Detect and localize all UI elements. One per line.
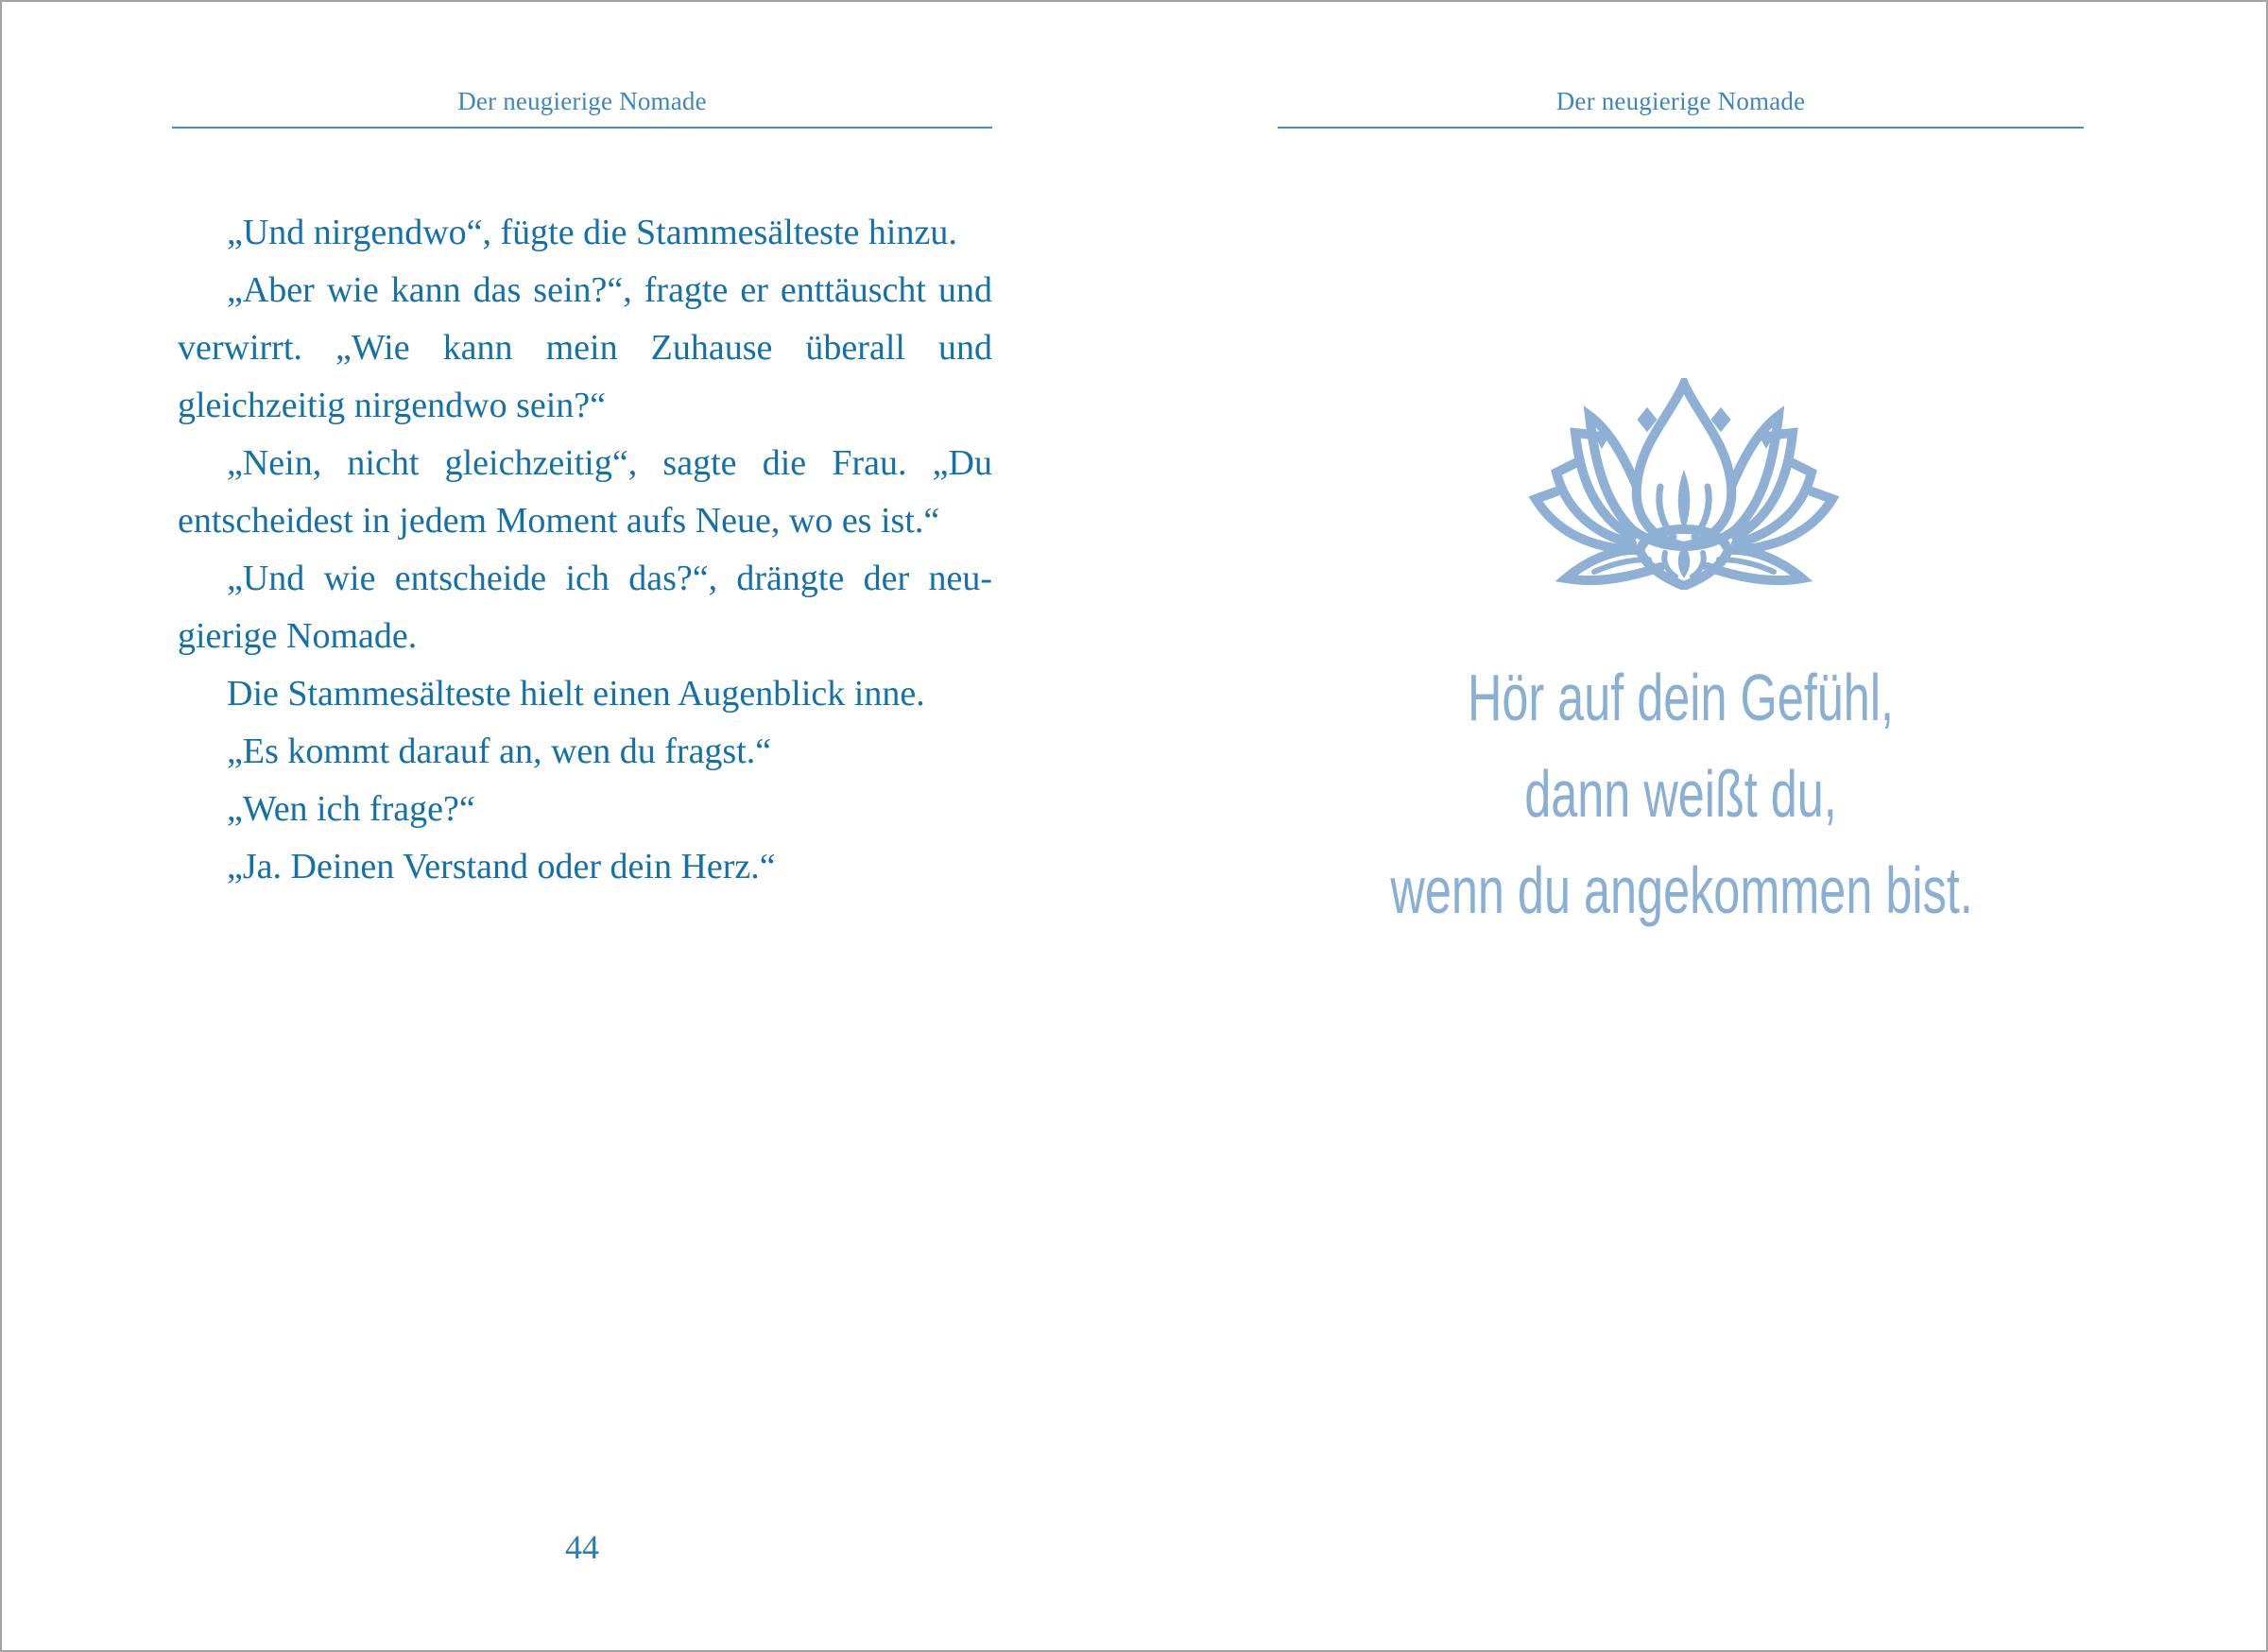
running-head-right: Der neugierige Nomade bbox=[1555, 87, 1806, 115]
paragraph: „Und nirgendwo“, fügte die Stammesälteste hinzu. bbox=[227, 213, 957, 252]
paragraph: „Wen ich frage?“ bbox=[227, 789, 475, 829]
paragraph: „Und wie entscheide ich das?“, drängte der neugierige Nomade. bbox=[178, 559, 992, 656]
paragraph: „Ja. Deinen Verstand oder dein Herz.“ bbox=[227, 847, 776, 886]
paragraph: „Nein, nicht gleichzeitig“, sagte die Frau. „Du entscheidest in jedem Moment aufs Neue, wo es ist.“ bbox=[178, 443, 992, 541]
page-number: 44 bbox=[565, 1528, 599, 1566]
paragraph: „Es kommt darauf an, wen du fragst.“ bbox=[227, 731, 772, 771]
quote-line: dann weißt du, bbox=[1524, 757, 1837, 831]
left-page bbox=[172, 2, 992, 1650]
right-page bbox=[1278, 2, 2084, 1650]
running-head-left: Der neugierige Nomade bbox=[457, 87, 707, 115]
header-rule-left bbox=[172, 127, 992, 129]
quote bbox=[1278, 649, 2084, 938]
header-rule-right bbox=[1278, 127, 2084, 129]
quote-line: Hör auf dein Gefühl, bbox=[1467, 661, 1895, 734]
lotus-icon bbox=[1528, 378, 1840, 590]
paragraph: „Aber wie kann das sein?“, fragte er enttäuscht und verwirrt. „Wie kann mein Zuhause überall und gleichzeitig nirgendwo sein?“ bbox=[178, 270, 992, 425]
paragraph: Die Stammesälteste hielt einen Augenblick inne. bbox=[227, 674, 925, 714]
body-text bbox=[178, 204, 992, 896]
quote-line: wenn du angekommen bist. bbox=[1390, 853, 1973, 927]
